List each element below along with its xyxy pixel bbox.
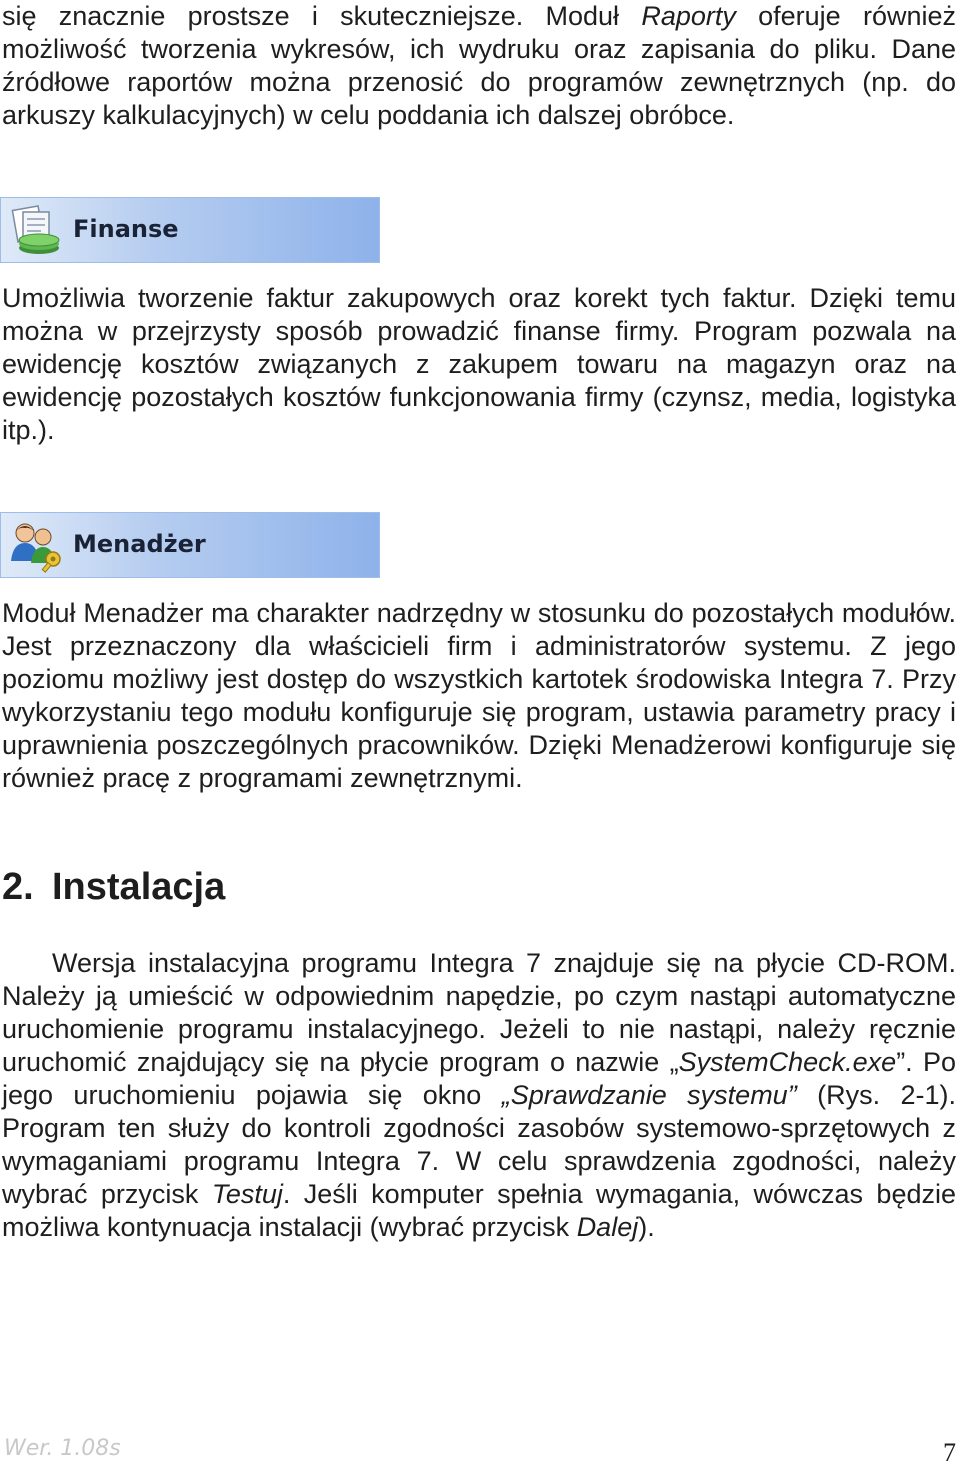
finanse-description: Umożliwia tworzenie faktur zakupowych oraz korekt tych faktur. Dzięki temu można w przejrzysty sposób prowadzić finanse firmy. Program pozwala na ewidencję kosztów związanych z zakupem towaru na magazyn oraz na ewidencję pozostałych kosztów funkcjonowania firmy (czynsz, media, logistyka itp.). [2,283,956,445]
page-number: 7 [943,1438,956,1467]
finanse-banner-label: Finanse [73,215,179,243]
footer-version: Wer. 1.08s [4,1436,121,1461]
install-text-4: . Jeśli komputer spełnia wymagania, wówczas będzie możliwa kontynuacja instalacji (wybrać przycisk [2,1179,956,1242]
sprawdzanie-window-name: „Sprawdzanie systemu” [501,1080,797,1110]
systemcheck-filename: SystemCheck.exe [678,1047,897,1077]
install-text-1: Wersja instalacyjna programu Integra 7 znajduje się na płycie CD-ROM. Należy ją umieścić w odpowiednim napędzie, po czym nastąpi automatyczne uruchomienie programu instalacyjnego. Jeżeli to nie nastąpi, należy ręcznie uruchomić znajdujący się na płycie program o nazwie „ [2,948,956,1077]
menadzer-banner [0,512,380,578]
testuj-button-name: Testuj [211,1179,283,1209]
dalej-button-name: Dalej [576,1212,639,1242]
install-text-2: ”. Po jego uruchomieniu pojawia się okno [2,1047,956,1110]
menadzer-banner-label: Menadżer [73,530,206,558]
intro-text-2: oferuje również możliwość tworzenia wykresów, ich wydruku oraz zapisania do pliku. Dane źródłowe raportów można przenosić do programów zewnętrznych (np. do arkuszy kalkulacyjnych) w celu poddania ich dalszej obróbce. [2,1,956,130]
section-number: 2. [2,866,34,908]
install-text-5: ). [638,1212,655,1242]
section-title: Instalacja [52,866,226,908]
installation-paragraph [2,947,956,1244]
finance-documents-icon [9,204,67,258]
section-heading [2,866,225,909]
raporty-module-name: Raporty [641,1,736,31]
manager-users-key-icon [9,519,67,573]
intro-text-1: się znacznie prostsze i skuteczniejsze. Moduł [2,1,642,31]
intro-paragraph [2,0,956,132]
finanse-banner [0,197,380,263]
menadzer-description: Moduł Menadżer ma charakter nadrzędny w stosunku do pozostałych modułów. Jest przeznaczony dla właścicieli firm i administratorów systemu. Z jego poziomu możliwy jest dostęp do wszystkich kartotek środowiska Integra 7. Przy wykorzystaniu tego modułu konfiguruje się program, ustawia parametry pracy i uprawnienia poszczególnych pracowników. Dzięki Menadżerowi konfiguruje się również pracę z programami zewnętrznymi. [2,598,956,793]
install-text-3: (Rys. 2-1). Program ten służy do kontroli zgodności zasobów systemowo-sprzętowych z wymaganiami programu Integra 7. W celu sprawdzenia zgodności, należy wybrać przycisk [2,1080,956,1209]
